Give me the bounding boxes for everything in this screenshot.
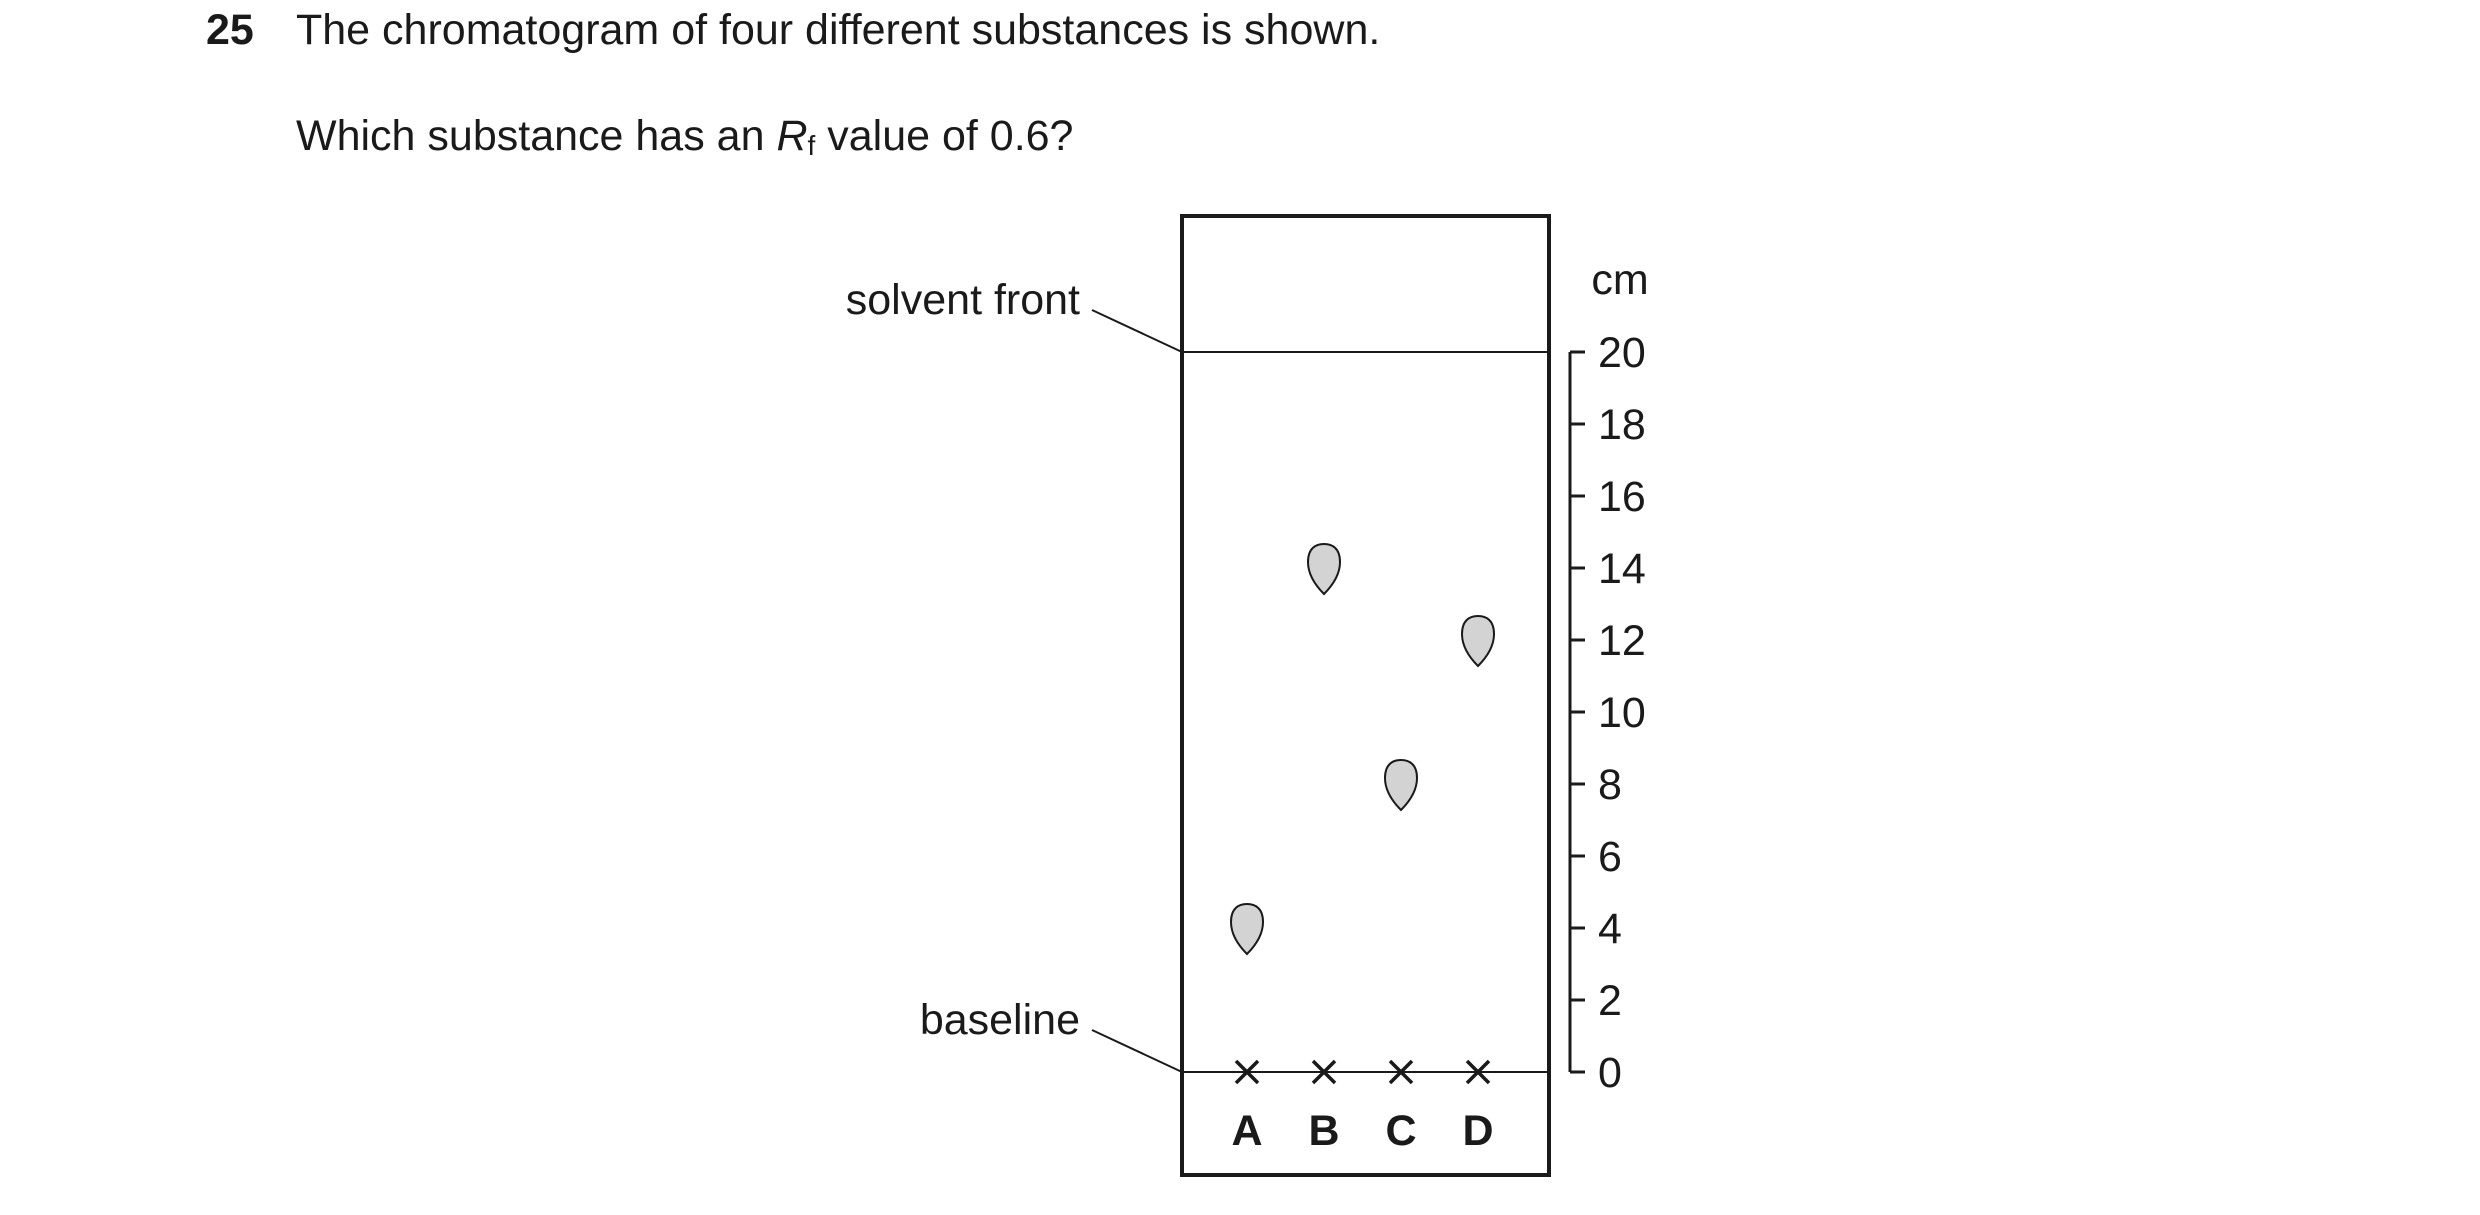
scale-tick-label: 2: [1598, 977, 1622, 1025]
scale-tick-label: 4: [1598, 905, 1622, 953]
baseline-leader: [1092, 1030, 1182, 1072]
ask-prefix: Which substance has an: [296, 112, 777, 160]
solvent-front-leader: [1092, 310, 1182, 352]
scale-tick-label: 18: [1598, 401, 1646, 449]
scale-tick: [1570, 1049, 1622, 1097]
scale-tick: [1570, 833, 1622, 881]
lane-d: [1462, 616, 1494, 1155]
lanes: [1231, 544, 1494, 1155]
scale-tick-label: 8: [1598, 761, 1622, 809]
scale-tick-label: 12: [1598, 617, 1646, 665]
rf-symbol: R: [776, 112, 808, 160]
scale-tick-label: 10: [1598, 689, 1646, 737]
substance-spot: [1462, 616, 1494, 666]
scale-tick: [1570, 977, 1622, 1025]
lane-c: [1385, 760, 1417, 1155]
scale-tick: [1570, 689, 1646, 737]
substance-label: A: [1231, 1107, 1263, 1155]
scale-tick-label: 16: [1598, 473, 1646, 521]
scale-tick-label: 0: [1598, 1049, 1622, 1097]
substance-label: D: [1462, 1107, 1494, 1155]
baseline-label: baseline: [919, 996, 1080, 1044]
scale-tick: [1570, 473, 1646, 521]
scale-tick-label: 6: [1598, 833, 1622, 881]
scale-tick: [1570, 401, 1646, 449]
solvent-front-label: solvent front: [845, 276, 1080, 324]
ask-suffix: value of 0.6?: [815, 112, 1074, 160]
substance-spot: [1231, 904, 1263, 954]
scale-tick-label: 20: [1598, 329, 1646, 377]
substance-label: C: [1385, 1107, 1417, 1155]
scale-tick: [1570, 329, 1646, 377]
scale-unit-label: cm: [1591, 256, 1649, 304]
scale-tick: [1570, 761, 1622, 809]
rf-subscript: f: [807, 130, 816, 161]
lane-b: [1308, 544, 1340, 1155]
scale-ticks: [1570, 329, 1646, 1097]
chromatography-paper: [1182, 216, 1549, 1175]
scale-tick: [1570, 617, 1646, 665]
substance-spot: [1385, 760, 1417, 810]
question-number: 25: [206, 6, 254, 54]
scale-tick: [1570, 545, 1646, 593]
substance-label: B: [1308, 1107, 1340, 1155]
question-stem: The chromatogram of four different substances is shown.: [296, 6, 1381, 54]
scale-tick-label: 14: [1598, 545, 1646, 593]
substance-spot: [1308, 544, 1340, 594]
lane-a: [1231, 904, 1263, 1155]
scale-tick: [1570, 905, 1622, 953]
